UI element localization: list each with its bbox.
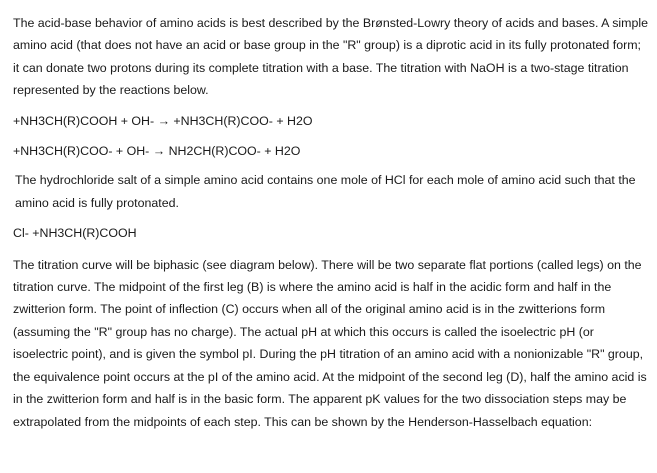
hydrochloride-salt-paragraph: The hydrochloride salt of a simple amino acid contains one mole of HCl for each mole of amino acid such that the amino acid is fully protonated. xyxy=(15,173,636,210)
hydrochloride-salt-formula: Cl- +NH3CH(R)COOH xyxy=(13,226,137,241)
reaction-equation-2: +NH3CH(R)COO- + OH- → NH2CH(R)COO- + H2O xyxy=(13,144,301,159)
reaction-equation-1: +NH3CH(R)COOH + OH- → +NH3CH(R)COO- + H2O xyxy=(13,113,313,128)
intro-paragraph: The acid-base behavior of amino acids is best described by the Brønsted-Lowry theory of acids and bases. A simple amino acid (that does not have an acid or base group in the "R" group) is a diprotic acid in its fully protonated form; it can donate two protons during its complete titration with a base. The titration with NaOH is a two-stage titration represented by the reactions below. xyxy=(13,16,649,98)
titration-curve-paragraph: The titration curve will be biphasic (see diagram below). There will be two separate flat portions (called legs) on the titration curve. The midpoint of the first leg (B) is where the amino acid is half in the acidic form and half in the zwitterion form. The point of inflection (C) occurs when all of the original amino acid is in the zwitterions form (assuming the "R" group has no charge). The actual pH at which this occurs is called the isoelectric pH (or isoelectric point), and is given the symbol pI. During the pH titration of an amino acid with a nonionizable "R" group, the equivalence point occurs at the pI of the amino acid. At the midpoint of the second leg (D), half the amino acid is in the zwitterion form and half is in the basic form. The apparent pK values for the two dissociation steps may be extrapolated from the midpoints of each step. This can be shown by the Henderson-Hasselbach equation: xyxy=(13,257,647,429)
document-body xyxy=(13,12,649,433)
